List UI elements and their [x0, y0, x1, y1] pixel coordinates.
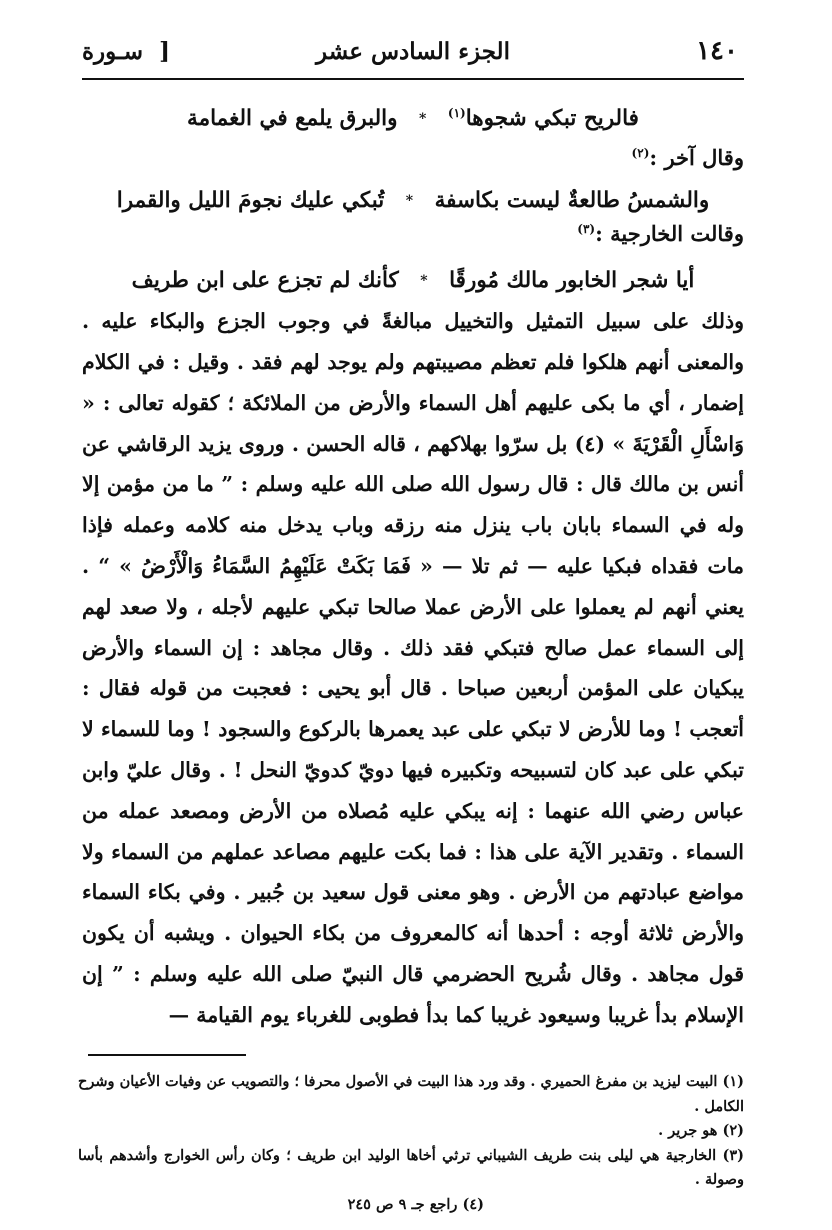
footnote-rule [88, 1054, 246, 1056]
surah-bracket: [ [159, 38, 170, 65]
intro-another-poet [82, 145, 744, 170]
poem-verse-1 [82, 106, 744, 131]
verse-2-hemistich-a: والشمسُ طالعةٌ ليست بكاسفة [434, 188, 710, 214]
verse-separator: * [419, 111, 427, 128]
surah-label [82, 38, 170, 65]
verse-3-hemistich-a: أيا شجر الخابور مالك مُورقًا [449, 268, 695, 294]
running-header [82, 28, 744, 80]
page-number: ١٤٠ [696, 36, 738, 66]
commentary-paragraph: وذلك على سبيل التمثيل والتخييل مبالغةً في وجوب الجزع والبكاء عليه . والمعنى أنهم هلكوا فلم تعظم مصيبتهم ولم يوجد لهم فقد . وقيل : في الكلام إضمار ، أي ما بكى عليهم أهل السماء والأرض من الملائكة ؛ كقوله تعالى : « وَاسْأَلِ الْقَرْيَةَ » (٤) بل سرّوا بهلاكهم ، قاله الحسن . وروى يزيد الرقاشي عن أنس بن مالك قال : قال رسول الله صلى الله عليه وسلم : ” ما من مؤمن إلا وله في السماء بابان باب ينزل منه رزقه وباب يدخل منه كلامه وعمله فإذا مات فقداه فبكيا عليه — ثم تلا — « فَمَا بَكَتْ عَلَيْهِمُ السَّمَاءُ وَالْأَرْضُ » “ . يعني أنهم لم يعملوا على الأرض عملا صالحا تبكي عليهم لأجله ، ولا صعد لهم إلى السماء عمل صالح فتبكي فقد ذلك . وقال مجاهد : إن السماء والأرض يبكيان على المؤمن أربعين صباحا . قال أبو يحيى : فعجبت من قوله فقال : أتعجب ! وما للأرض لا تبكي على عبد يعمرها بالركوع والسجود ! وما للسماء لا تبكي على عبد كان لتسبيحه وتكبيره فيها دويّ كدويّ النحل ! . وقال عليّ وابن عباس رضي الله عنهما : إنه يبكي عليه مُصلاه من الأرض ومصعد عمله من السماء . وتقدير الآية على هذا : فما بكت عليهم مصاعد عملهم من السماء ولا مواضع عبادتهم من الأرض . وهو معنى قول سعيد بن جُبير . وفي بكاء السماء والأرض ثلاثة أوجه : أحدها أنه كالمعروف من بكاء الحيوان . ويشبه أن يكون قول مجاهد . وقال شُريح الحضرمي قال النبيّ صلى الله عليه وسلم : ” إن الإسلام بدأ غريبا وسيعود غريبا كما بدأ فطوبى للغرباء يوم القيامة — [82, 309, 744, 1027]
poem-verse-3 [82, 268, 744, 293]
footnote-1: (١) البيت ليزيد بن مفرغ الحميري . وقد ورد هذا البيت في الأصول محرفا ؛ والتصويب عن وفيات الأعيان وشرح الكامل . [78, 1073, 744, 1115]
intro-3-text: وقالت الخارجية : [595, 221, 744, 247]
verse-2-hemistich-b: تُبكي عليك نجومَ الليل والقمرا [116, 188, 385, 214]
verse-1-hemistich-b: والبرق يلمع في الغمامة [187, 106, 398, 132]
verse-3-hemistich-b: كأنك لم تجزع على ابن طريف [131, 268, 399, 294]
footnote-4: (٤) راجع جـ ٩ ص ٢٤٥ [347, 1195, 484, 1213]
intro-2-text: وقال آخر : [649, 145, 744, 171]
footnote-2: (٢) هو جرير . [658, 1122, 744, 1139]
header-rule [82, 78, 744, 80]
commentary-body [82, 301, 744, 1035]
footnote-ref-1: (١) [447, 106, 466, 120]
verse-separator: * [405, 193, 414, 210]
verse-1-hemistich-a: فالريح تبكي شجوها [465, 106, 639, 132]
footnote-ref-2: (٢) [631, 146, 650, 161]
footnote-ref-3: (٣) [577, 222, 596, 237]
footnotes [78, 1070, 744, 1217]
verse-separator: * [420, 273, 428, 290]
intro-kharijiyya [82, 221, 744, 246]
poem-verse-2 [82, 188, 744, 213]
footnote-3: (٣) الخارجية هي ليلى بنت طريف الشيباني ترثي أخاها الوليد ابن طريف ؛ وكان رأس الخوارج وأشدهم بأسا وصولة . [78, 1146, 744, 1188]
part-title: الجزء السادس عشر [316, 38, 510, 65]
surah-name: سـورة [82, 38, 144, 65]
